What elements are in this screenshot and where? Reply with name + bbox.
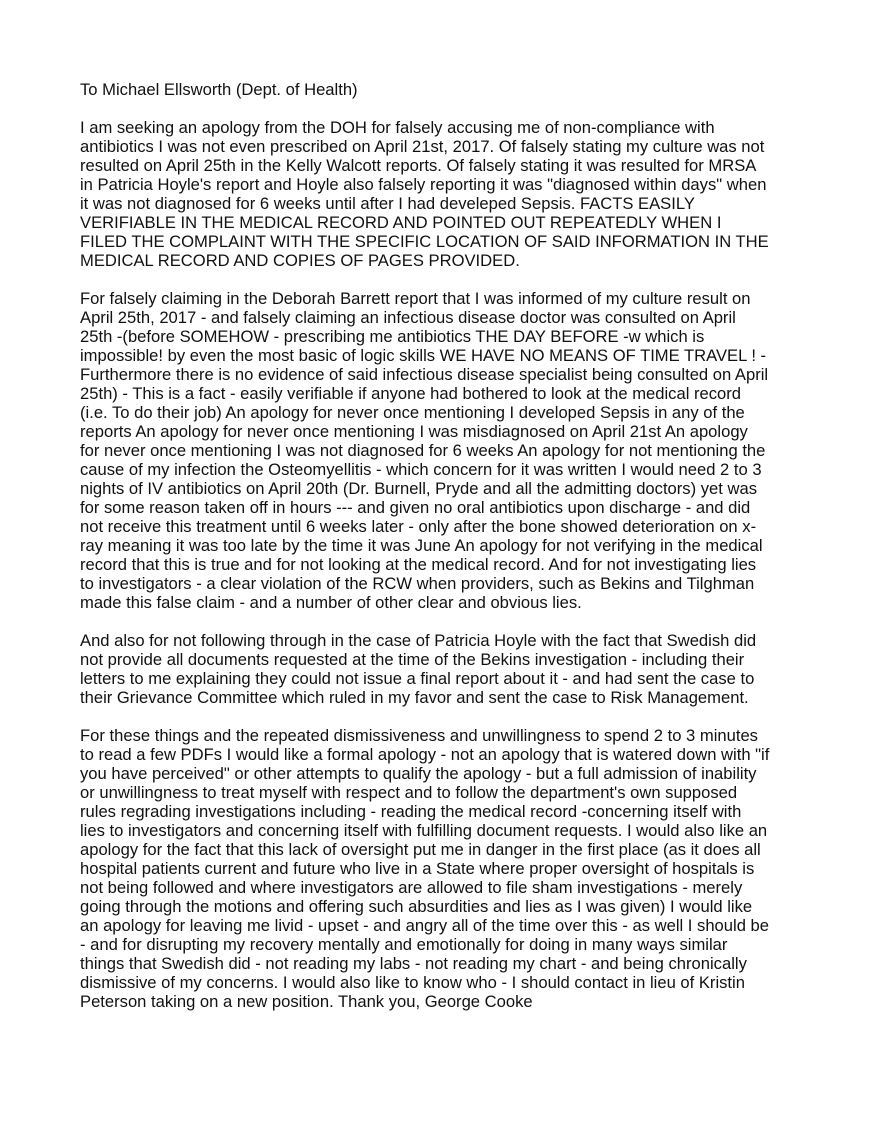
letter-paragraph: For these things and the repeated dismissiveness and unwillingness to spend 2 to 3 minutes to read a few PDFs I would like a formal apology - not an apology that is watered down with "if you have perceived" or other attempts to qualify the apology - but a full admission of inability or unwillingness to treat myself with respect and to follow the department's own supposed rules regrading investigations including - reading the medical record -concerning itself with lies to investigators and concerning itself with fulfilling document requests. I would also like an apology for the fact that this lack of oversight put me in danger in the first place (as it does all hospital patients current and future who live in a State where proper oversight of hospitals is not being followed and where investigators are allowed to file sham investigations - merely going through the motions and offering such absurdities and lies as I was given) I would like an apology for leaving me livid - upset - and angry all of the time over this - as well I should be - and for disrupting my recovery mentally and emotionally for doing in many ways similar things that Swedish did - not reading my labs - not reading my chart - and being chronically dismissive of my concerns. I would also like to know who - I should contact in lieu of Kristin Peterson taking on a new position. Thank you, George Cooke [80,726,770,1011]
letter-paragraph: For falsely claiming in the Deborah Barrett report that I was informed of my culture result on April 25th, 2017 - and falsely claiming an infectious disease doctor was consulted on April 25th -(before SOMEHOW - prescribing me antibiotics THE DAY BEFORE -w which is impossible! by even the most basic of logic skills WE HAVE NO MEANS OF TIME TRAVEL ! - Furthermore there is no evidence of said infectious disease specialist being consulted on April 25th) - This is a fact - easily verifiable if anyone had bothered to look at the medical record (i.e. To do their job) An apology for never once mentioning I developed Sepsis in any of the reports An apology for never once mentioning I was misdiagnosed on April 21st An apology for never once mentioning I was not diagnosed for 6 weeks An apology for not mentioning the cause of my infection the Osteomyellitis - which concern for it was written I would need 2 to 3 nights of IV antibiotics on April 20th (Dr. Burnell, Pryde and all the admitting doctors) yet was for some reason taken off in hours --- and given no oral antibiotics upon discharge - and did not receive this treatment until 6 weeks later - only after the bone showed deterioration on x- ray meaning it was too late by the time it was June An apology for not verifying in the medical record that this is true and for not looking at the medical record. And for not investigating lies to investigators - a clear violation of the RCW when providers, such as Bekins and Tilghman made this false claim - and a number of other clear and obvious lies. [80,289,769,612]
letter-greeting: To Michael Ellsworth (Dept. of Health) [80,80,358,99]
letter-page [80,80,800,1011]
letter-paragraph: I am seeking an apology from the DOH for falsely accusing me of non-compliance with antibiotics I was not even prescribed on April 21st, 2017. Of falsely stating my culture was not resulted on April 25th in the Kelly Walcott reports. Of falsely stating it was resulted for MRSA in Patricia Hoyle's report and Hoyle also falsely reporting it was "diagnosed within days" when it was not diagnosed for 6 weeks until after I had develeped Sepsis. FACTS EASILY VERIFIABLE IN THE MEDICAL RECORD AND POINTED OUT REPEATEDLY WHEN I FILED THE COMPLAINT WITH THE SPECIFIC LOCATION OF SAID INFORMATION IN THE MEDICAL RECORD AND COPIES OF PAGES PROVIDED. [80,118,769,270]
letter-paragraph: And also for not following through in the case of Patricia Hoyle with the fact that Swedish did not provide all documents requested at the time of the Bekins investigation - including their letters to me explaining they could not issue a final report about it - and had sent the case to their Grievance Committee which ruled in my favor and sent the case to Risk Management. [80,631,757,707]
